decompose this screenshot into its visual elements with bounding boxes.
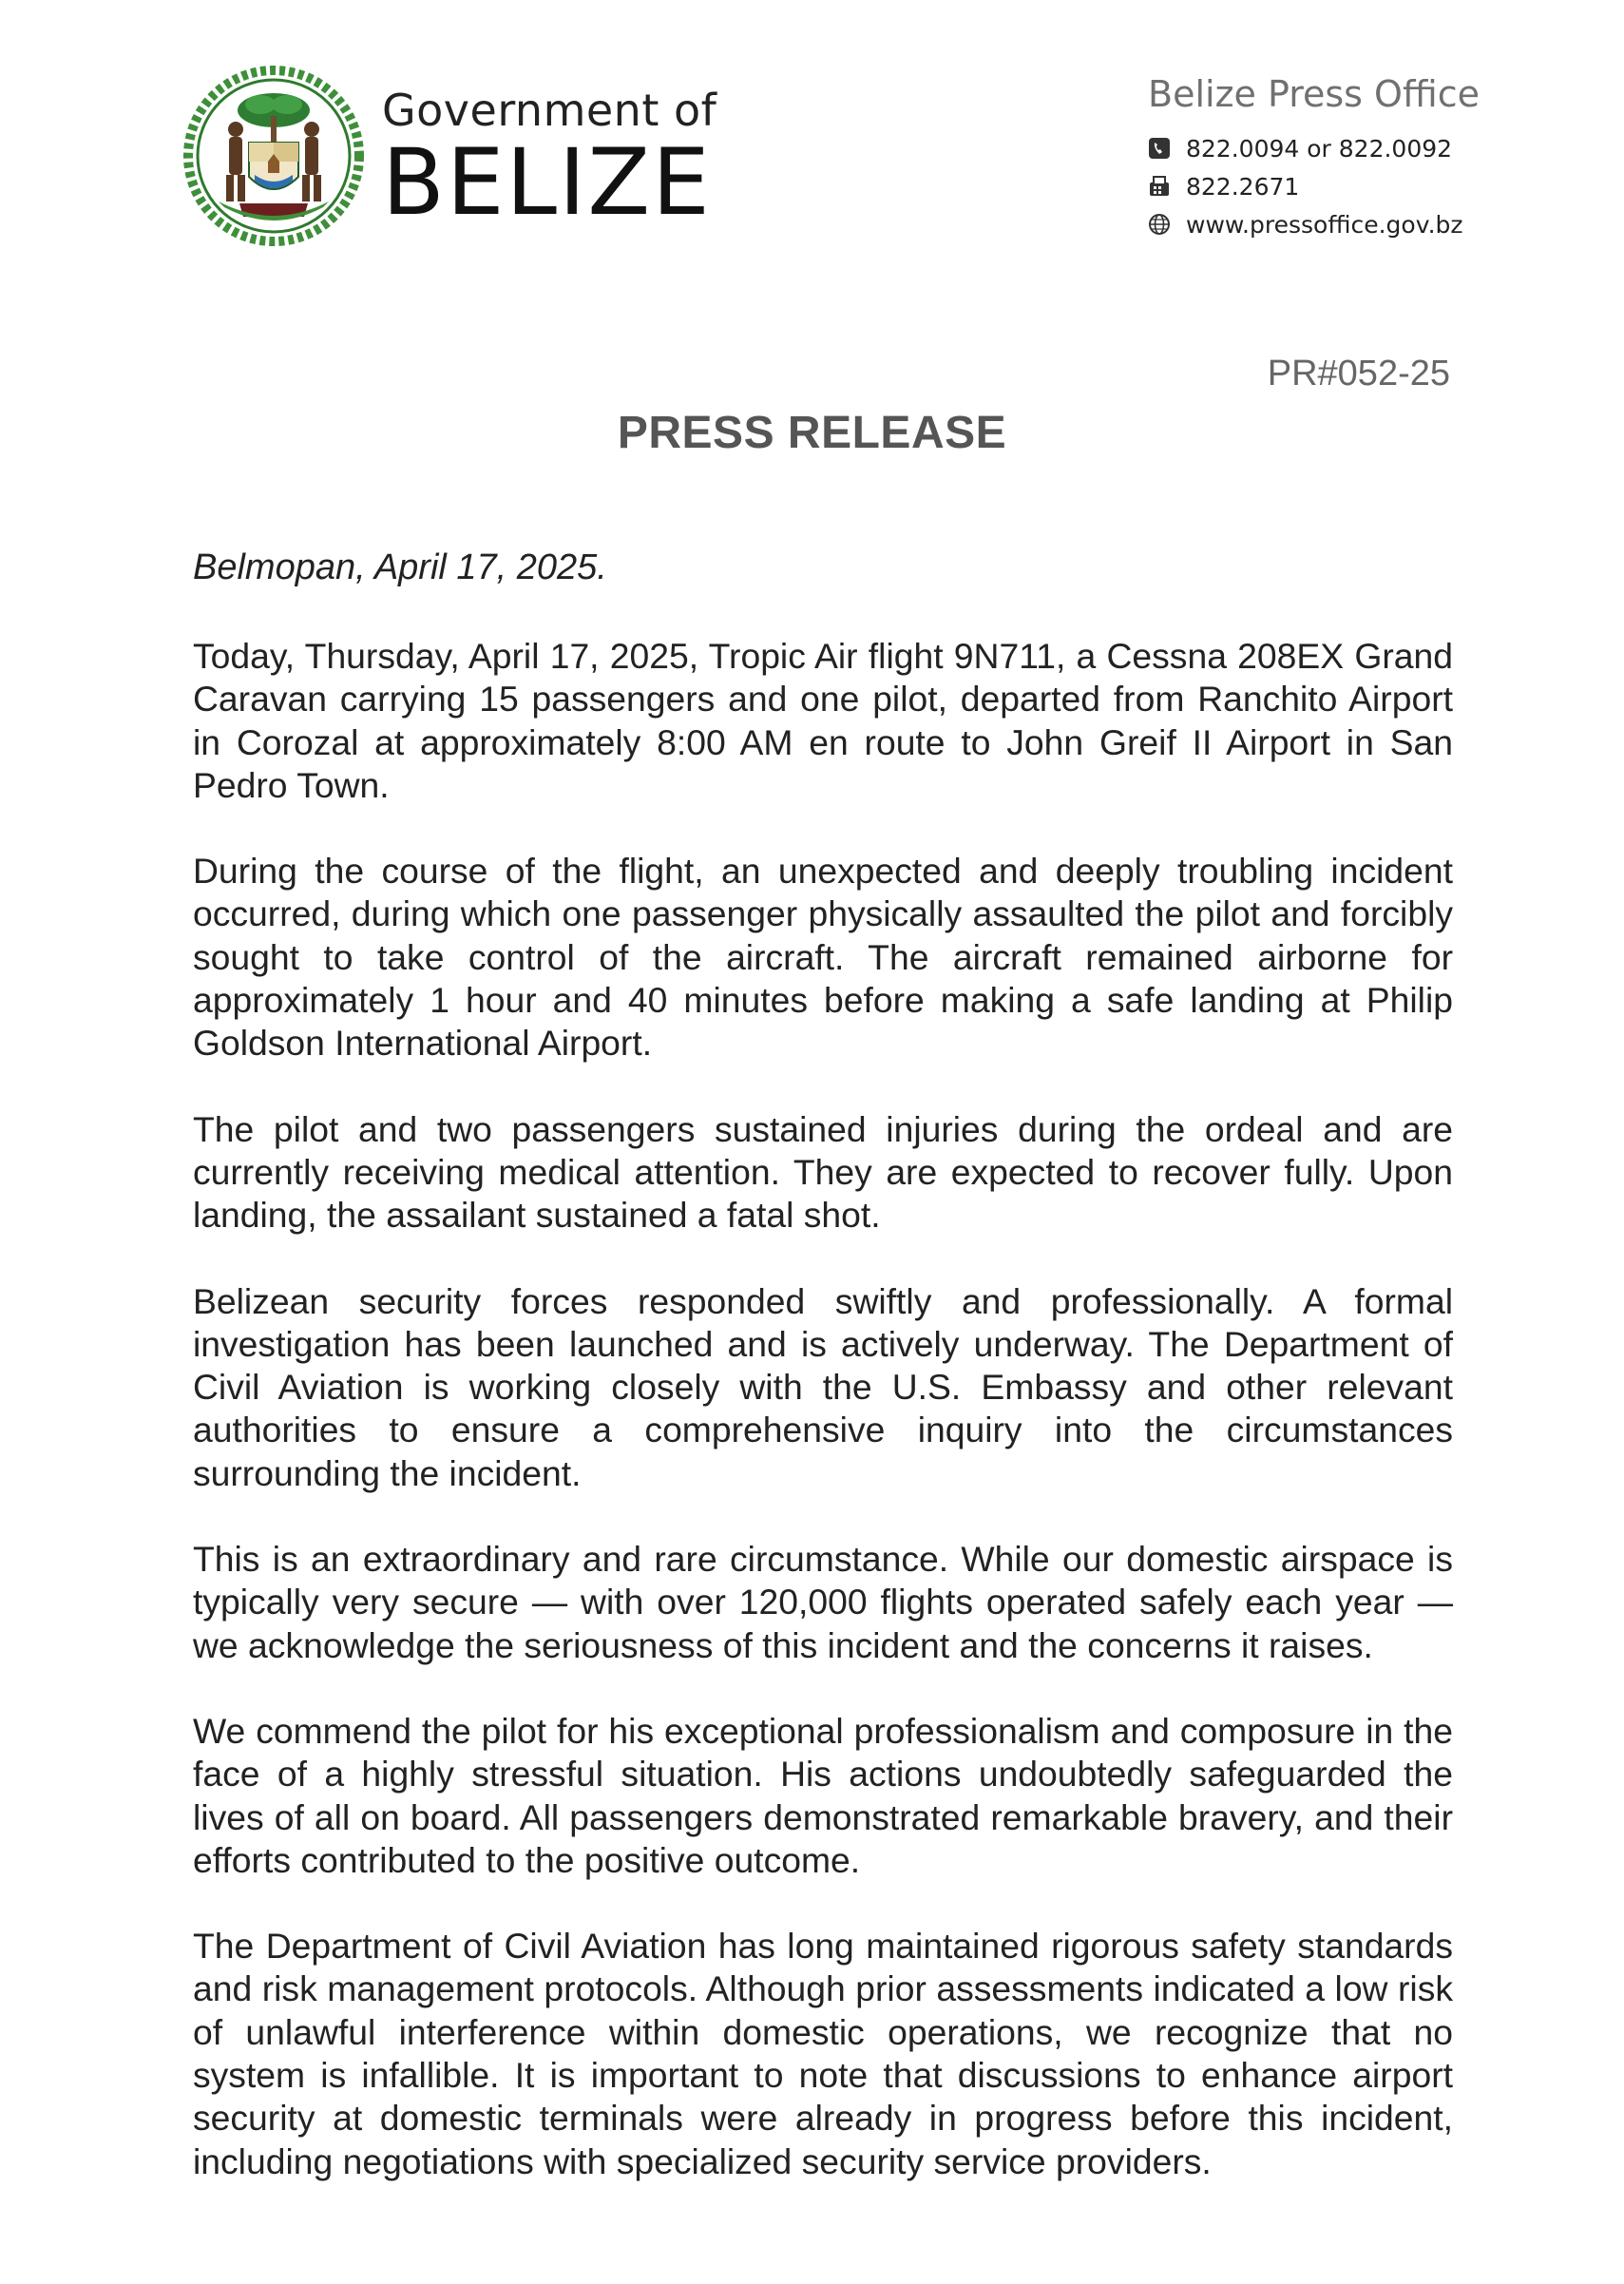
paragraph: We commend the pilot for his exceptional professionalism and composure in the face of a highly stressful situation. His actions undoubtedly safeguarded the lives of all on board. All passengers demonstrated remarkable bravery, and their efforts contributed to the positive outcome. bbox=[193, 1710, 1453, 1880]
release-body bbox=[193, 635, 1453, 2226]
paragraph: This is an extraordinary and rare circumstance. While our domestic airspace is typically very secure — with over 120,000 flights operated safely each year — we acknowledge the seriousness of this incident and the concerns it raises. bbox=[193, 1539, 1453, 1665]
website-row bbox=[1148, 205, 1480, 243]
dateline: Belmopan, April 17, 2025. bbox=[193, 547, 607, 587]
phone-row bbox=[1148, 129, 1480, 167]
gov-line2: BELIZE bbox=[382, 129, 712, 236]
phone-number: 822.0094 or 822.0092 bbox=[1186, 134, 1453, 163]
fax-icon bbox=[1148, 175, 1171, 198]
website-link[interactable]: www.pressoffice.gov.bz bbox=[1186, 210, 1463, 239]
paragraph: Today, Thursday, April 17, 2025, Tropic Air flight 9N711, a Cessna 208EX Grand Caravan carrying 15 passengers and one pilot, departed from Ranchito Airport in Corozal at approximately 8:00 AM en route to John Greif II Airport in San Pedro Town. bbox=[193, 636, 1453, 805]
paragraph: During the course of the flight, an unexpected and deeply troubling incident occurred, during which one passenger physically assaulted the pilot and forcibly sought to take control of the aircraft. The aircraft remained airborne for approximately 1 hour and 40 minutes before making a safe landing at Philip Goldson International Airport. bbox=[193, 851, 1453, 1064]
gov-line1: Government of bbox=[382, 85, 717, 136]
paragraph: The Department of Civil Aviation has long maintained rigorous safety standards and risk management protocols. Although prior assessments indicated a low risk of unlawful interference within domestic operations, we recognize that no system is infallible. It is important to note that discussions to enhance airport security at domestic terminals were already in progress before this incident, including negotiations with specialized security service providers. bbox=[193, 1926, 1453, 2181]
fax-row bbox=[1148, 167, 1480, 205]
press-office-title: Belize Press Office bbox=[1148, 73, 1480, 115]
fax-number: 822.2671 bbox=[1186, 172, 1300, 201]
paragraph: The pilot and two passengers sustained injuries during the ordeal and are currently receiving medical attention. They are expected to recover fully. Upon landing, the assailant sustained a fatal shot. bbox=[193, 1108, 1453, 1236]
release-number: PR#052-25 bbox=[1267, 354, 1450, 393]
globe-icon bbox=[1148, 213, 1171, 236]
page-title: PRESS RELEASE bbox=[617, 408, 1007, 458]
paragraph: Belizean security forces responded swiftly and professionally. A formal investigation has been launched and is actively underway. The Department of Civil Aviation is working closely with the U.S. Embassy and other relevant authorities to ensure a comprehensive inquiry into the circumstances surrounding the incident. bbox=[193, 1280, 1453, 1493]
press-office-contact bbox=[1148, 72, 1480, 243]
government-wordmark bbox=[382, 84, 717, 236]
phone-icon bbox=[1148, 137, 1171, 160]
belize-coat-of-arms-logo bbox=[181, 63, 367, 249]
